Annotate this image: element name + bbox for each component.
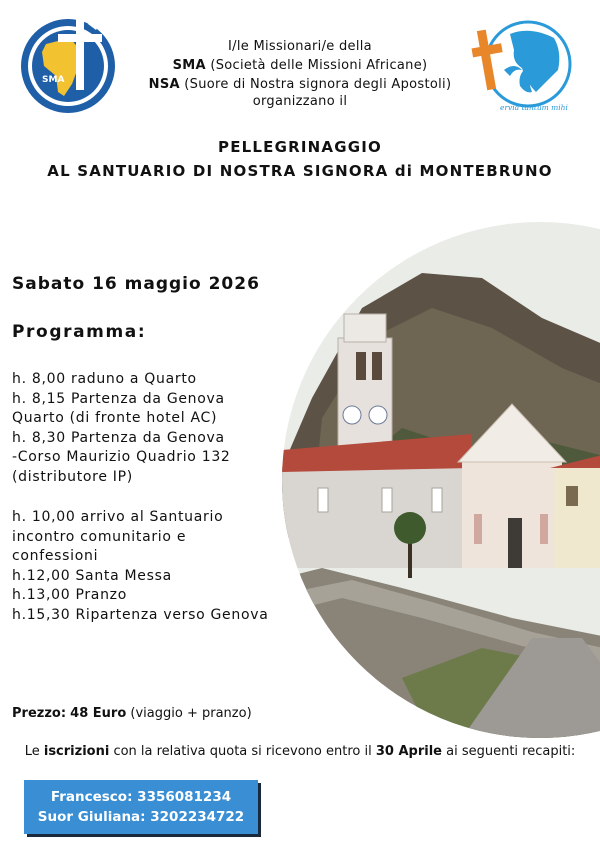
contact-giuliana: Suor Giuliana: 3202234722	[37, 809, 245, 825]
nsa-logo-text: ervia tantum mihi	[500, 103, 568, 112]
sma-logo-icon	[18, 10, 122, 118]
sma-abbr: SMA	[172, 58, 206, 73]
schedule-line: confessioni	[12, 548, 99, 564]
nsa-full-name: (Suore di Nostra signora degli Apostoli)	[184, 77, 452, 92]
event-date: Sabato 16 maggio 2026	[12, 274, 260, 294]
schedule-block-day	[12, 508, 268, 625]
enrollment-deadline: 30 Aprile	[375, 744, 442, 759]
page-title-line-1: PELLEGRINAGGIO	[218, 138, 382, 156]
header-line-1: I/le Missionari/e della	[228, 39, 372, 54]
sma-full-name: (Società delle Missioni Africane)	[210, 58, 428, 73]
schedule-line: Quarto (di fronte hotel AC)	[12, 410, 218, 426]
schedule-line: h.12,00 Santa Messa	[12, 567, 172, 584]
contact-box	[24, 780, 258, 834]
schedule-line: h.13,00 Pranzo	[12, 587, 127, 603]
header-line-sma	[130, 57, 470, 75]
price-amount: 48 Euro	[70, 706, 127, 721]
schedule-line: h. 8,30 Partenza da Genova	[12, 429, 225, 446]
enrollment-pre: Le	[24, 744, 40, 759]
schedule-line: incontro comunitario e	[12, 528, 187, 545]
sma-logo-text: SMA	[42, 75, 65, 85]
sanctuary-photo	[282, 218, 600, 738]
header-line-4: organizzano il	[252, 94, 348, 109]
program-heading: Programma:	[12, 322, 147, 342]
schedule-block-morning	[12, 370, 231, 487]
schedule-line: -Corso Maurizio Quadrio 132	[12, 449, 231, 465]
enrollment-text	[0, 744, 600, 759]
nsa-logo-icon	[470, 12, 576, 118]
schedule-line: h. 8,00 raduno a Quarto	[12, 371, 197, 387]
nsa-abbr: NSA	[148, 77, 180, 92]
enrollment-post: ai seguenti recapiti:	[446, 744, 576, 759]
enrollment-mid: con la relativa quota si ricevono entro il	[113, 744, 372, 759]
header-line-nsa	[130, 76, 470, 94]
schedule-line: h.15,30 Ripartenza verso Genova	[12, 606, 269, 623]
price-note: (viaggio + pranzo)	[130, 706, 252, 721]
schedule-line: h. 10,00 arrivo al Santuario	[12, 509, 224, 525]
price-line	[12, 706, 252, 721]
enrollment-keyword: iscrizioni	[43, 744, 110, 759]
contact-francesco: Francesco: 3356081234	[50, 789, 232, 805]
schedule-line: (distributore IP)	[12, 468, 133, 485]
page-title-line-2: AL SANTUARIO DI NOSTRA SIGNORA di MONTEBRUNO	[47, 162, 553, 180]
price-label: Prezzo:	[12, 706, 67, 721]
schedule-line: h. 8,15 Partenza da Genova	[12, 390, 225, 407]
